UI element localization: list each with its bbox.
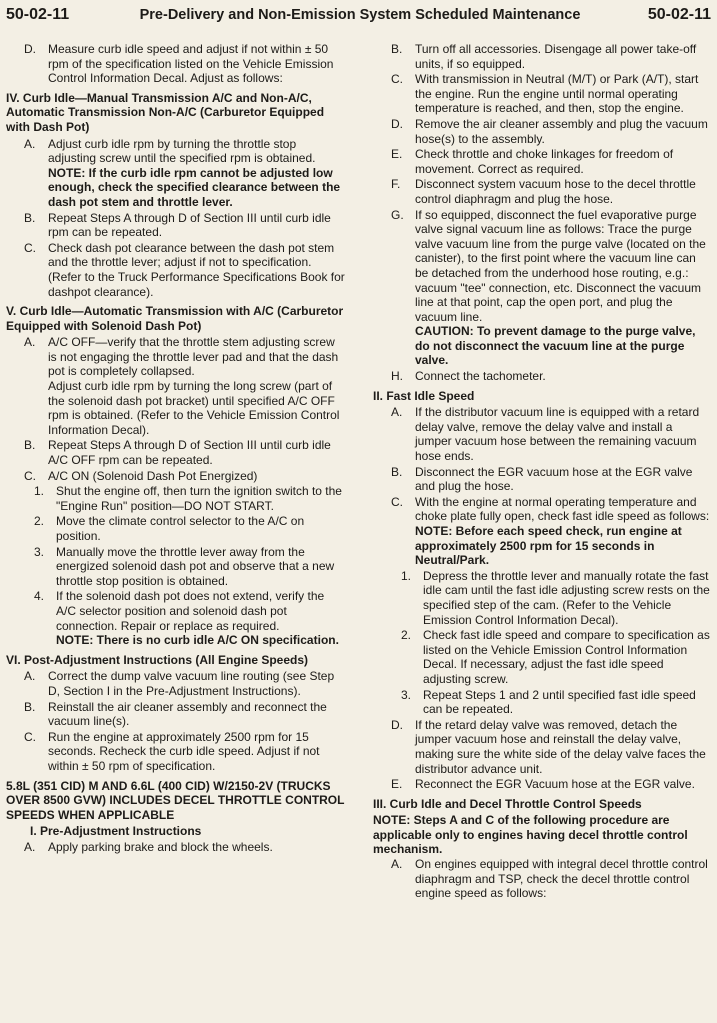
section-iii-heading: III. Curb Idle and Decel Throttle Control Speeds (373, 796, 642, 811)
step-marker: B. (24, 699, 36, 714)
step-text: Reinstall the air cleaner assembly and reconnect the vacuum line(s). (48, 699, 327, 729)
step-text: Reconnect the EGR Vacuum hose at the EGR valve. (415, 777, 695, 792)
step-f (373, 177, 711, 206)
step-text: Connect the tachometer. (415, 369, 546, 384)
substep-marker: 3. (34, 544, 45, 559)
step-text: Remove the air cleaner assembly and plug the vacuum hose(s) to the assembly. (415, 116, 708, 146)
note-text: NOTE: If the curb idle rpm cannot be adjusted low enough, check the specified clearance between the dash pot stem and throttle lever. (48, 165, 341, 209)
step-text: With transmission in Neutral (M/T) or Park (A/T), start the engine. Run the engine until normal operating temperature is reached, and then, stop the engine. (415, 72, 699, 116)
step-text: A/C OFF—verify that the throttle stem adjusting screw is not engaging the throttle lever pad and that the dash pot is completely collapsed. (48, 335, 339, 379)
step-e (373, 147, 711, 176)
s2-step-e (373, 777, 711, 792)
step-text: Repeat Steps A through D of Section III until curb idle rpm can be repeated. (48, 210, 331, 240)
pre-step-a (6, 840, 346, 855)
step-text: Turn off all accessories. Disengage all power take-off units, if so equipped. (415, 42, 697, 71)
step-h (373, 369, 711, 384)
s5-c-sub-2 (6, 514, 346, 543)
step-text: Apply parking brake and block the wheels. (48, 839, 273, 854)
s4-step-c (6, 241, 346, 299)
substep-marker: 1. (401, 568, 412, 583)
s4-step-a (6, 137, 346, 210)
step-marker: E. (391, 147, 403, 162)
page-header (0, 0, 717, 34)
section-iv-heading: IV. Curb Idle—Manual Transmission A/C and Non-A/C, Automatic Transmission Non-A/C (Carburetor Equipped with Dash Pot) (6, 90, 325, 134)
s2-step-d (373, 718, 711, 776)
step-marker: C. (24, 240, 36, 255)
step-text: If the retard delay valve was removed, detach the jumper vacuum hose and reinstall the delay valve, making sure the white side of the delay valve faces the distributor advance unit. (415, 717, 706, 776)
step-marker: A. (391, 405, 403, 420)
step-text: On engines equipped with integral decel throttle control diaphragm and TSP, check the decel throttle control engine speed as follows: (415, 857, 708, 901)
caution-text: CAUTION: To prevent damage to the purge valve, do not disconnect the vacuum line at the purge valve. (415, 324, 696, 368)
s3-step-a (373, 857, 711, 901)
step-text: Correct the dump valve vacuum line routing (see Step D, Section I in the Pre-Adjustment Instructions). (48, 669, 335, 698)
step-marker: H. (391, 369, 403, 384)
s2-c-sub-2 (373, 628, 711, 686)
s2-step-b (373, 465, 711, 494)
step-marker: A. (391, 857, 403, 872)
step-marker: A. (24, 839, 36, 854)
substep-text: Repeat Steps 1 and 2 until specified fast idle speed can be repeated. (423, 687, 696, 717)
step-text: With the engine at normal operating temperature and choke plate fully open, check fast idle speed as follows: (415, 494, 710, 524)
s5-c-sub-4 (6, 589, 346, 647)
step-marker: A. (24, 669, 36, 684)
step-text-continued: Adjust curb idle rpm by turning the long screw (part of the solenoid dash pot bracket) until specified A/C OFF rpm is obtained. (Refer to the Vehicle Emission Control Information Decal). (48, 379, 340, 437)
step-marker: B. (391, 464, 403, 479)
step-marker: B. (24, 210, 36, 225)
note-text: NOTE: Before each speed check, run engine at approximately 2500 rpm for 15 seconds in Neutral/Park. (415, 524, 682, 568)
step-marker: D. (391, 717, 403, 732)
step-marker: B. (24, 438, 36, 453)
step-text: Run the engine at approximately 2500 rpm for 15 seconds. Recheck the curb idle speed. Adjust if not within ± 50 rpm of specification. (48, 729, 320, 773)
s5-step-c (6, 469, 346, 484)
substep-marker: 2. (401, 628, 412, 643)
s6-step-a (6, 669, 346, 698)
substep-text: Move the climate control selector to the A/C on position. (56, 514, 305, 543)
step-marker: C. (24, 729, 36, 744)
step-text: Adjust curb idle rpm by turning the throttle stop adjusting screw until the specified rpm is obtained. (48, 136, 316, 166)
s5-step-b (6, 438, 346, 467)
note-text: NOTE: There is no curb idle A/C ON specification. (56, 633, 339, 648)
section-ii-heading: II. Fast Idle Speed (373, 388, 475, 403)
step-text: If the distributor vacuum line is equipped with a retard delay valve, remove the delay valve and install a jumper vacuum hose between the remaining vacuum hose ends. (415, 405, 700, 464)
step-text: Disconnect the EGR vacuum hose at the EGR valve and plug the hose. (415, 464, 693, 494)
substep-text: Check fast idle speed and compare to specification as listed on the Vehicle Emission Control Information Decal. If necessary, adjust the fast idle speed adjusting screw. (423, 628, 710, 686)
s5-c-sub-1 (6, 484, 346, 513)
step-marker: E. (391, 777, 403, 792)
pre-adjustment-heading: I. Pre-Adjustment Instructions (30, 824, 202, 839)
step-text: Disconnect system vacuum hose to the decel throttle control diaphragm and plug the hose. (415, 177, 696, 206)
s4-step-b (6, 211, 346, 240)
s5-step-a (6, 335, 346, 437)
step-d (6, 42, 346, 86)
s2-c-sub-3 (373, 688, 711, 717)
substep-text: Manually move the throttle lever away from the energized solenoid dash pot and observe that a new throttle stop position is obtained. (56, 544, 335, 588)
step-b (373, 42, 711, 71)
right-column (373, 42, 711, 902)
s2-c-sub-1 (373, 569, 711, 627)
engine-section-heading: 5.8L (351 CID) M AND 6.6L (400 CID) W/2150-2V (TRUCKS OVER 8500 GVW) INCLUDES DECEL THROTTLE CONTROL SPEEDS WHEN APPLICABLE (6, 778, 345, 822)
section-vi-heading: VI. Post-Adjustment Instructions (All Engine Speeds) (6, 652, 309, 667)
page-number-left: 50-02-11 (6, 6, 70, 23)
step-marker: D. (391, 116, 403, 131)
step-marker: C. (24, 468, 36, 483)
s6-step-c (6, 730, 346, 774)
page-number-right: 50-02-11 (647, 6, 711, 23)
step-marker: G. (391, 207, 404, 222)
step-text: If so equipped, disconnect the fuel evaporative purge valve signal vacuum line as follows: Trace the purge valve vacuum line from the purge valve (located on the canister), to the first point where the vacuum line can be detached from the underhood hose routing, e.g.: vacuum "tee" connection, etc. Disconnect the vacuum line at that point, cap the open port, and plug the vacuum line. (415, 207, 706, 324)
substep-text: Depress the throttle lever and manually rotate the fast idle cam until the fast idle adjusting screw rests on the specified step of the cam. (Refer to the Vehicle Emission Control Information Decal). (423, 568, 710, 627)
s2-step-a (373, 405, 711, 463)
s5-c-sub-3 (6, 545, 346, 589)
step-text: Check throttle and choke linkages for freedom of movement. Correct as required. (415, 147, 674, 176)
section-iii-note: NOTE: Steps A and C of the following procedure are applicable only to engines having decel throttle control mechanism. (373, 813, 688, 857)
step-marker: C. (391, 494, 403, 509)
substep-marker: 3. (401, 687, 412, 702)
substep-text: Shut the engine off, then turn the ignition switch to the "Engine Run" position—DO NOT START. (56, 484, 342, 513)
step-marker: F. (391, 177, 401, 192)
step-text: A/C ON (Solenoid Dash Pot Energized) (48, 468, 258, 483)
step-g (373, 208, 711, 369)
substep-marker: 4. (34, 589, 45, 604)
step-marker: A. (24, 136, 36, 151)
substep-text: If the solenoid dash pot does not extend, verify the A/C selector position and solenoid dash pot connection. Repair or replace as required. (56, 589, 325, 633)
section-v-heading: V. Curb Idle—Automatic Transmission with A/C (Carburetor Equipped with Solenoid Dash Pot) (6, 304, 344, 333)
step-marker: A. (24, 335, 36, 350)
step-marker: D. (24, 42, 36, 56)
page-title: Pre-Delivery and Non-Emission System Scheduled Maintenance (139, 7, 581, 23)
substep-marker: 1. (34, 484, 45, 499)
step-c (373, 72, 711, 116)
step-text: Check dash pot clearance between the dash pot stem and the throttle lever; adjust if not to specification. (Refer to the Truck Performance Specifications Book for dashpot clearance). (48, 240, 345, 299)
s2-step-c (373, 495, 711, 568)
step-d (373, 117, 711, 146)
step-marker: B. (391, 42, 403, 56)
s6-step-b (6, 700, 346, 729)
substep-marker: 2. (34, 514, 45, 529)
left-column (6, 42, 346, 855)
step-marker: C. (391, 72, 403, 87)
step-text: Repeat Steps A through D of Section III until curb idle A/C OFF rpm can be repeated. (48, 438, 331, 468)
step-text: Measure curb idle speed and adjust if not within ± 50 rpm of the specification listed on the Vehicle Emission Control Information Decal. Adjust as follows: (48, 42, 334, 86)
